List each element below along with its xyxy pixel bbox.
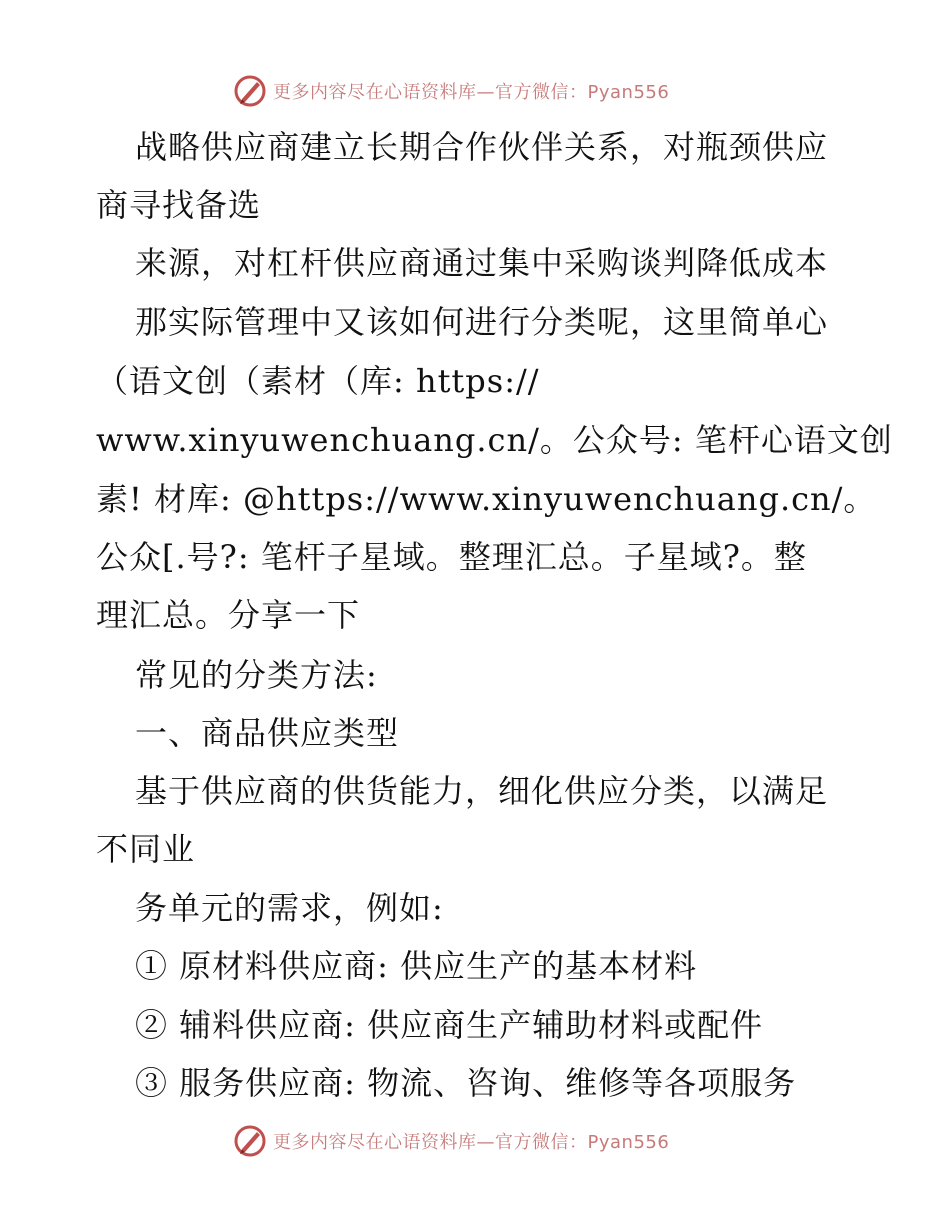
section-heading: 一、商品供应类型 [135, 714, 400, 752]
text-line: 战略供应商建立长期合作伙伴关系，对瓶颈供应 [135, 128, 829, 166]
pen-logo-icon [233, 1124, 267, 1158]
watermark-text: 更多内容尽在心语资料库—官方微信：Pyan556 [273, 1132, 670, 1153]
text-line: 务单元的需求，例如: [135, 889, 444, 927]
watermark-text: 更多内容尽在心语资料库—官方微信：Pyan556 [273, 82, 670, 103]
footer-watermark [0, 1120, 950, 1160]
text-line: （语文创（素材（库: https:// [96, 362, 540, 400]
text-line: 来源，对杠杆供应商通过集中采购谈判降低成本 [135, 244, 829, 282]
text-line: 商寻找备选 [96, 186, 262, 224]
list-item: ③ 服务供应商: 物流、咨询、维修等各项服务 [135, 1064, 797, 1102]
text-line: 不同业 [96, 830, 196, 868]
text-line: 理汇总。分享一下 [96, 596, 361, 634]
list-item: ② 辅料供应商: 供应商生产辅助材料或配件 [135, 1006, 764, 1044]
text-line: 常见的分类方法: [135, 656, 378, 694]
list-item: ① 原材料供应商: 供应生产的基本材料 [135, 947, 698, 985]
text-line: www.xinyuwenchuang.cn/。公众号: 笔杆心语文创 [96, 421, 893, 459]
text-line: 公众[.号?: 笔杆子星域。整理汇总。子星域?。整 [96, 538, 807, 576]
text-line: 素! 材库: @https://www.xinyuwenchuang.cn/。 [96, 480, 877, 518]
text-line: 基于供应商的供货能力，细化供应分类，以满足 [135, 772, 829, 810]
text-line: 那实际管理中又该如何进行分类呢，这里简单心 [135, 303, 829, 341]
